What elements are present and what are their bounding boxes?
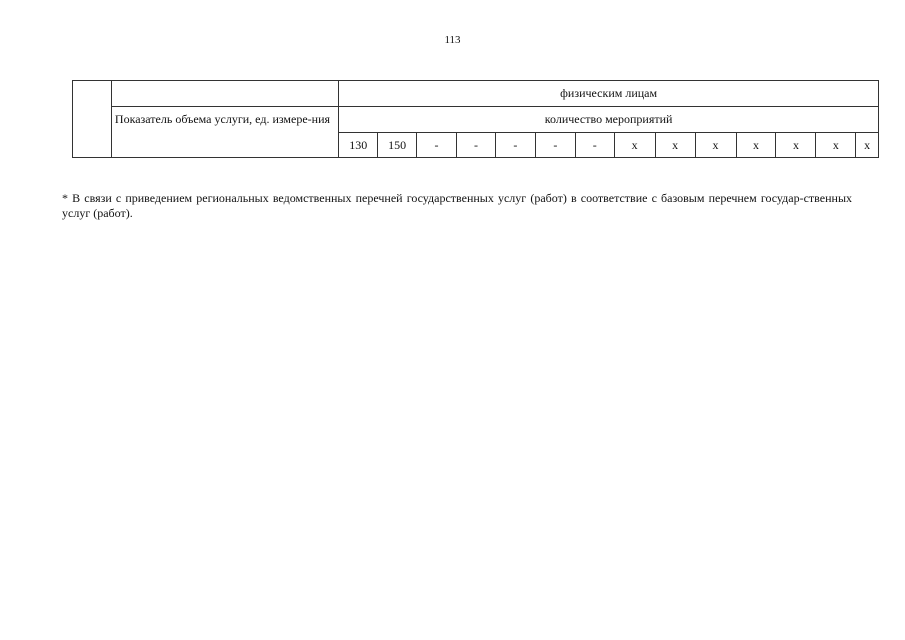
indicator-label-cell: Показатель объема услуги, ед. измере-ния <box>111 107 338 158</box>
table-row-indicator <box>73 107 879 133</box>
unit-header-cell: количество мероприятий <box>339 107 879 133</box>
empty-label-cell <box>111 81 338 107</box>
value-cell: х <box>614 133 655 158</box>
value-cell: 150 <box>378 133 417 158</box>
value-cell: 130 <box>339 133 378 158</box>
value-cell: х <box>655 133 695 158</box>
category-header-cell: физическим лицам <box>339 81 879 107</box>
value-cell: - <box>535 133 575 158</box>
value-cell: - <box>417 133 457 158</box>
value-cell: - <box>457 133 496 158</box>
footnote: * В связи с приведением региональных ведомственных перечней государственных услуг (работ) в соответствие с базовым перечнем государ-ственных услуг (работ). <box>62 191 852 220</box>
value-cell: х <box>776 133 816 158</box>
value-cell: х <box>695 133 736 158</box>
value-cell: х <box>736 133 776 158</box>
value-cell: х <box>816 133 856 158</box>
row-number-cell <box>73 81 112 158</box>
table-row-category <box>73 81 879 107</box>
value-cell: - <box>575 133 614 158</box>
service-volume-table <box>72 80 879 158</box>
value-cell: - <box>495 133 535 158</box>
value-cell: х <box>856 133 879 158</box>
page-number: 113 <box>444 34 461 46</box>
